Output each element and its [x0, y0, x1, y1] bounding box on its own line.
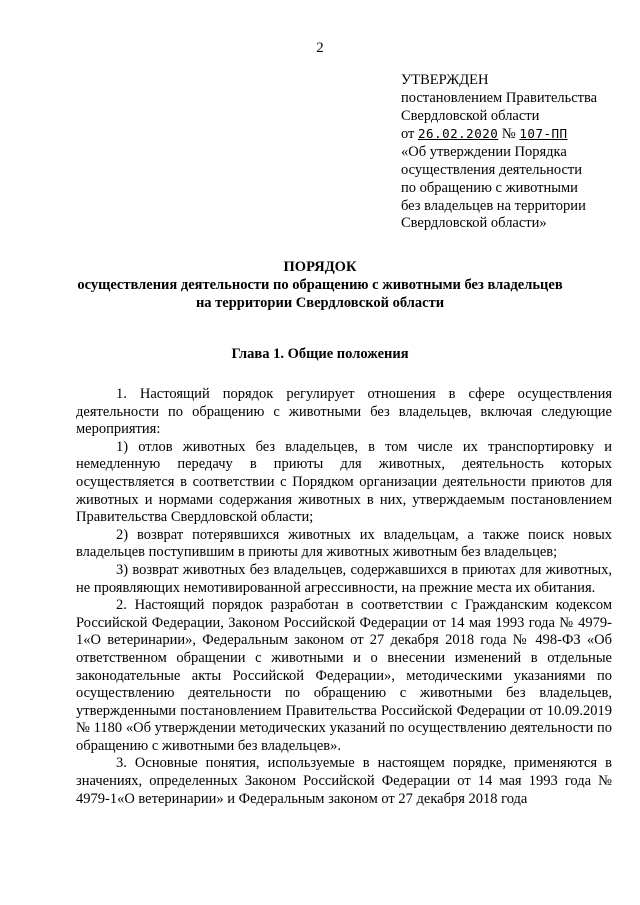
approval-subject-line: осуществления деятельности	[401, 161, 582, 178]
page-number: 2	[316, 40, 324, 56]
approval-number-prefix: №	[498, 126, 520, 143]
paragraph: 3. Основные понятия, используемые в настоящем порядке, применяются в значениях, определенных Законом Российской Федерации от 14 мая 1993 года № 4979-1«О ветеринарии» и Федеральным законом от 27 декабря 2018 года	[76, 755, 612, 807]
approval-heading: УТВЕРЖДЕН	[401, 72, 489, 88]
paragraph: 2) возврат потерявшихся животных их владельцам, а также поиск новых владельцев поступившим в приюты для животных животным без владельцев;	[76, 526, 612, 561]
title-line: на территории Свердловской области	[195, 295, 445, 311]
approval-subject-line: без владельцев на территории	[401, 197, 586, 214]
approval-subject-line: по обращению с животными	[401, 179, 578, 196]
paragraph: 2. Настоящий порядок разработан в соответствии с Гражданским кодексом Российской Федерации, Законом Российской Федерации от 14 мая 1993 года № 4979-1«О ветеринарии», Федеральным законом от 27 декабря 2018 года № 498-ФЗ «Об ответственном обращении с животными и о внесении изменений в отдельные законодательные акты Российской Федерации», методическими указаниями по осуществлению деятельности по обращению с животными без владельцев, утвержденными постановлением Правительства Российской Федерации от 10.09.2019 № 1180 «Об утверждении методических указаний по осуществлению деятельности по обращению с животными без владельцев».	[76, 597, 612, 754]
paragraph: 3) возврат животных без владельцев, содержавшихся в приютах для животных, не проявляющих немотивированной агрессивности, на прежние места их обитания.	[76, 561, 612, 596]
chapter-heading: Глава 1. Общие положения	[231, 346, 409, 362]
approval-date-line	[401, 125, 631, 144]
title-line: ПОРЯДОК	[283, 259, 357, 275]
approval-authority: постановлением Правительства	[401, 89, 598, 106]
approval-number: 107-ПП	[519, 126, 568, 142]
approval-date-prefix: от	[401, 126, 419, 143]
paragraph: 1) отлов животных без владельцев, в том числе их транспортировку и немедленную передачу в приюты для животных, деятельность которых осуществляется в соответствии с Порядком организации деятельности приютов для животных и нормами содержания животных в них, утверждаемым постановлением Правительства Свердловской области;	[76, 438, 612, 526]
document-body	[76, 386, 612, 808]
approval-date: 26.02.2020	[418, 126, 499, 142]
approval-region: Свердловской области	[401, 107, 540, 124]
approval-subject-line: Свердловской области»	[401, 215, 547, 232]
document-title	[0, 258, 640, 312]
title-line: осуществления деятельности по обращению с животными без владельцев	[77, 277, 563, 293]
approval-stamp	[401, 72, 631, 233]
approval-subject-line: «Об утверждении Порядка	[401, 144, 567, 161]
paragraph: 1. Настоящий порядок регулирует отношения в сфере осуществления деятельности по обращению с животными без владельцев, включая следующие мероприятия:	[76, 386, 612, 438]
